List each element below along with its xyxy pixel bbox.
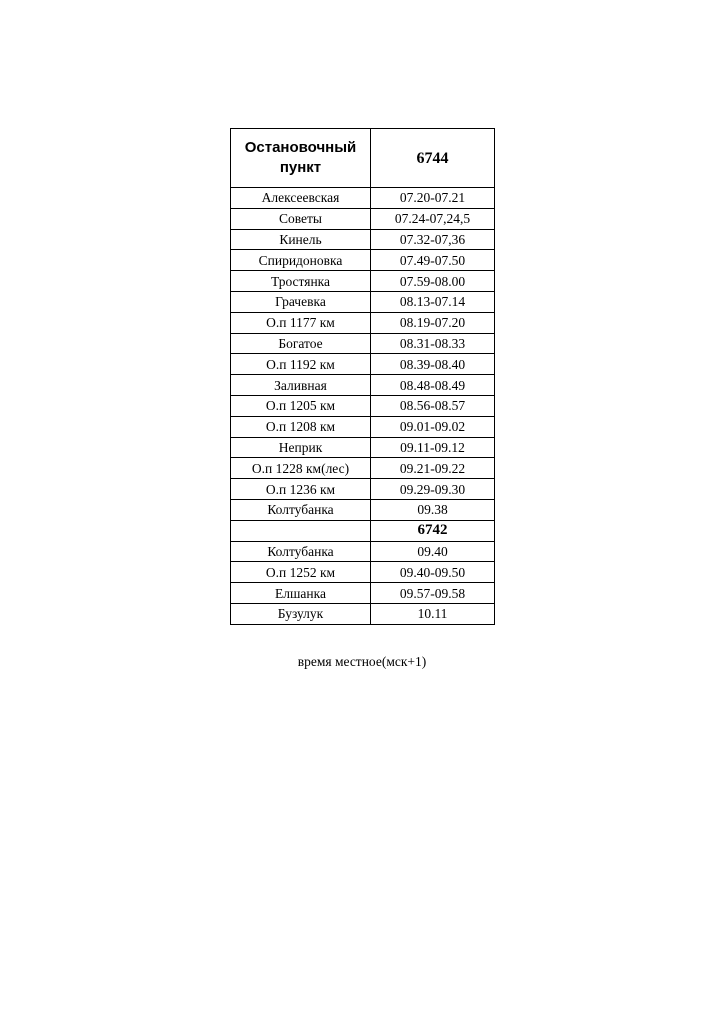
table-row bbox=[231, 312, 495, 333]
stop-name-cell: Колтубанка bbox=[231, 541, 371, 562]
table-row bbox=[231, 229, 495, 250]
table-row bbox=[231, 208, 495, 229]
table-row bbox=[231, 562, 495, 583]
stop-name-cell: О.п 1192 км bbox=[231, 354, 371, 375]
time-cell: 08.56-08.57 bbox=[371, 395, 495, 416]
stop-name-cell: Неприк bbox=[231, 437, 371, 458]
time-cell: 08.31-08.33 bbox=[371, 333, 495, 354]
table-row bbox=[231, 437, 495, 458]
stop-name-cell: О.п 1205 км bbox=[231, 395, 371, 416]
time-cell: 09.40 bbox=[371, 541, 495, 562]
time-cell: 09.38 bbox=[371, 499, 495, 520]
table-row bbox=[231, 416, 495, 437]
time-cell: 07.49-07.50 bbox=[371, 250, 495, 271]
table-row bbox=[231, 250, 495, 271]
table-row bbox=[231, 603, 495, 624]
table-header-row bbox=[231, 129, 495, 188]
time-cell: 10.11 bbox=[371, 603, 495, 624]
time-cell: 09.21-09.22 bbox=[371, 458, 495, 479]
table-row bbox=[231, 271, 495, 292]
second-train-row bbox=[231, 520, 495, 541]
time-cell: 07.20-07.21 bbox=[371, 188, 495, 209]
table-row bbox=[231, 499, 495, 520]
time-cell: 08.13-07.14 bbox=[371, 291, 495, 312]
stop-name-cell: Заливная bbox=[231, 375, 371, 396]
table-row bbox=[231, 541, 495, 562]
table-row bbox=[231, 479, 495, 500]
stop-name-cell: Кинель bbox=[231, 229, 371, 250]
stop-name-cell: О.п 1208 км bbox=[231, 416, 371, 437]
stop-name-cell: Спиридоновка bbox=[231, 250, 371, 271]
time-cell: 09.29-09.30 bbox=[371, 479, 495, 500]
table-row bbox=[231, 291, 495, 312]
stop-name-cell: Грачевка bbox=[231, 291, 371, 312]
stop-name-cell: Советы bbox=[231, 208, 371, 229]
time-note: время местное(мск+1) bbox=[297, 654, 427, 669]
stop-column-header: Остановочный пункт bbox=[231, 129, 371, 188]
time-cell: 07.24-07,24,5 bbox=[371, 208, 495, 229]
stop-name-cell: О.п 1177 км bbox=[231, 312, 371, 333]
time-cell: 07.32-07,36 bbox=[371, 229, 495, 250]
stop-name-cell: Бузулук bbox=[231, 603, 371, 624]
table-row bbox=[231, 395, 495, 416]
table-row bbox=[231, 333, 495, 354]
stop-name-cell: О.п 1252 км bbox=[231, 562, 371, 583]
stop-name-cell: О.п 1228 км(лес) bbox=[231, 458, 371, 479]
stop-name-cell: Богатое bbox=[231, 333, 371, 354]
table-row bbox=[231, 375, 495, 396]
time-cell: 08.39-08.40 bbox=[371, 354, 495, 375]
stop-name-cell: Алексеевская bbox=[231, 188, 371, 209]
table-row bbox=[231, 188, 495, 209]
time-cell: 09.40-09.50 bbox=[371, 562, 495, 583]
time-cell: 08.19-07.20 bbox=[371, 312, 495, 333]
table-row bbox=[231, 354, 495, 375]
stop-name-cell: Колтубанка bbox=[231, 499, 371, 520]
table-row bbox=[231, 583, 495, 604]
stop-name-cell: О.п 1236 км bbox=[231, 479, 371, 500]
empty-cell bbox=[231, 520, 371, 541]
time-cell: 09.01-09.02 bbox=[371, 416, 495, 437]
time-cell: 07.59-08.00 bbox=[371, 271, 495, 292]
stop-name-cell: Елшанка bbox=[231, 583, 371, 604]
time-cell: 09.57-09.58 bbox=[371, 583, 495, 604]
table-row bbox=[231, 458, 495, 479]
time-cell: 08.48-08.49 bbox=[371, 375, 495, 396]
stop-name-cell: Тростянка bbox=[231, 271, 371, 292]
schedule-table bbox=[230, 128, 495, 625]
second-train-number: 6742 bbox=[371, 520, 495, 541]
time-cell: 09.11-09.12 bbox=[371, 437, 495, 458]
train-number-header: 6744 bbox=[371, 129, 495, 188]
